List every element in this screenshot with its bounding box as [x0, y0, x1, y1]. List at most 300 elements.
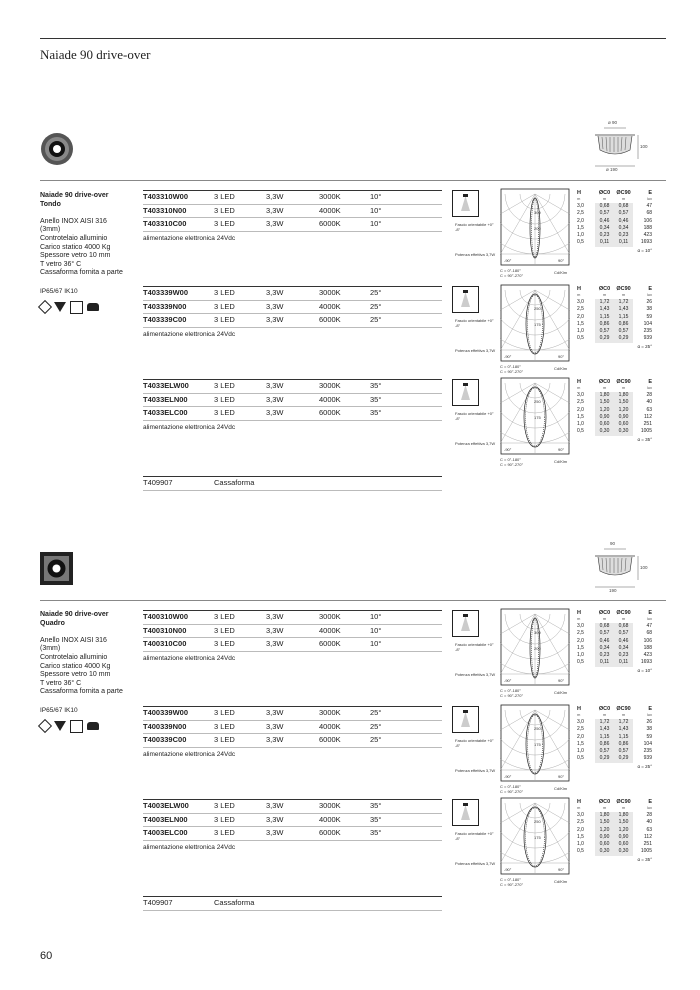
beam-icon: [452, 190, 479, 217]
accessory-row: [143, 476, 442, 490]
photometry-cell: 112: [644, 833, 652, 840]
photometry-cell: 1,20: [614, 827, 633, 834]
product-row: [143, 799, 442, 813]
row-rule: [143, 747, 442, 748]
beam-angle-note: α = 10°: [637, 667, 652, 673]
photometry-cell: 0,57: [614, 328, 633, 335]
photometry-cell: 1,5: [577, 413, 584, 420]
photometry-cell: 0,30: [595, 428, 614, 435]
spec-line: (3mm): [40, 645, 61, 653]
angle-label: -90°: [504, 447, 512, 452]
photometry-cell: 939: [643, 755, 652, 762]
effective-power-label: Potenza effettiva 3,7W: [455, 252, 496, 257]
photometry-col-head: ØC0: [598, 706, 611, 712]
photometry-col-unit: m: [602, 385, 607, 390]
photometry-table: [577, 799, 652, 862]
beam-adjust-label: Fascio orientabile +0° -8°: [455, 831, 494, 841]
photometry-cell: 38: [646, 726, 652, 733]
photometry-cell: 0,60: [614, 841, 633, 848]
diamond-cert-icon: [38, 300, 52, 314]
color-temperature: 4000K: [319, 625, 341, 635]
photometry-col-head: E: [648, 286, 652, 292]
photometry-row: [577, 414, 652, 421]
beam-icon: [452, 799, 479, 826]
photometry-cell: 1,72: [595, 299, 614, 306]
photometry-cell: 0,57: [595, 328, 614, 335]
photometry-cell: 1,80: [614, 812, 633, 819]
product-code: T400339W00: [143, 708, 189, 717]
scale-label: 175: [534, 322, 541, 327]
photometry-cell: 47: [646, 203, 652, 209]
photometry-col-head: ØC90: [616, 799, 631, 805]
legend-solid: C = 0°-180°: [500, 877, 521, 882]
photometry-col-unit: lux: [646, 712, 652, 717]
unit-label: Cd/Klm: [554, 459, 568, 464]
power: 3,3W: [266, 394, 284, 404]
photometry-cell: 1,0: [577, 841, 584, 848]
photometry-col-unit: lux: [646, 385, 652, 390]
product-row: [143, 610, 442, 624]
power: 3,3W: [266, 721, 284, 731]
photometry-col-unit: m: [621, 292, 626, 297]
photometry-col-unit: lux: [646, 616, 652, 621]
row-top-rule: [143, 610, 442, 611]
square-fixture-image: [40, 552, 73, 585]
product-row: [143, 733, 442, 747]
scale-label: 250: [534, 819, 541, 824]
photometry-cell: 1,80: [595, 392, 614, 399]
photometry-col-unit: m: [577, 196, 581, 201]
photometry-cell: 0,34: [595, 645, 614, 652]
car-icon: [87, 722, 99, 730]
photometry-cell: 1,15: [614, 314, 633, 321]
photometry-row: [577, 638, 652, 645]
photometry-cell: 1,5: [577, 740, 584, 747]
photometry-cell: 1,50: [614, 819, 633, 826]
photometry-cell: 423: [643, 652, 652, 659]
photometry-cell: 0,68: [614, 203, 633, 210]
row-rule: [143, 420, 442, 421]
color-temperature: 6000K: [319, 735, 341, 744]
product-name: Naiade 90 drive-over Tondo: [40, 192, 109, 208]
photometry-row: [577, 819, 652, 826]
photometry-cell: 38: [646, 306, 652, 313]
photometry-row: [577, 726, 652, 733]
photometry-cell: 0,5: [577, 659, 584, 666]
accessory-bottom-rule: [143, 910, 442, 911]
photometry-cell: 3,0: [577, 203, 584, 209]
led-count: 3 LED: [214, 301, 235, 311]
dim-top: 90: [610, 541, 616, 546]
photometry-col-unit: m: [577, 292, 581, 297]
photometry-cell: 40: [646, 399, 652, 406]
power-supply-note: alimentazione elettronica 24Vdc: [143, 235, 236, 242]
photometry-cell: 1,50: [595, 399, 614, 406]
accessory-code: T409907: [143, 478, 173, 487]
color-temperature: 6000K: [319, 315, 341, 324]
photometry-row: [577, 659, 652, 666]
beam-angle: 35°: [370, 814, 382, 824]
beam-angle: 35°: [370, 828, 382, 837]
product-row: [143, 720, 442, 734]
beam-icon: [452, 706, 479, 733]
photometry-cell: 28: [646, 392, 652, 398]
photometry-row: [577, 210, 652, 217]
photometry-col-unit: m: [602, 616, 607, 621]
led-count: 3 LED: [214, 219, 235, 228]
beam-adjust-label: Fascio orientabile +0° -8°: [455, 222, 494, 232]
led-count: 3 LED: [214, 192, 235, 201]
color-temperature: 6000K: [319, 828, 341, 837]
product-description: [40, 192, 140, 314]
photometry-cell: 251: [643, 421, 652, 428]
color-temperature: 6000K: [319, 408, 341, 417]
product-row: [143, 637, 442, 651]
photometry-cell: 28: [646, 812, 652, 818]
photometry-cell: 1,0: [577, 748, 584, 755]
diagram-legend: [500, 688, 523, 698]
product-code: T403310C00: [143, 219, 187, 228]
legend-solid: C = 0°-180°: [500, 688, 521, 693]
photometry-cell: 1,0: [577, 328, 584, 335]
product-row: [143, 286, 442, 300]
scale-label: 250: [534, 306, 541, 311]
photometry-col-head: ØC90: [616, 706, 631, 712]
beam-angle: 25°: [370, 735, 382, 744]
beam-adjust-label: Fascio orientabile +0° -8°: [455, 738, 494, 748]
photometry-row: [577, 741, 652, 748]
scale-label: 250: [534, 399, 541, 404]
power: 3,3W: [266, 639, 284, 648]
photometry-cell: 0,11: [595, 659, 614, 666]
color-temperature: 4000K: [319, 301, 341, 311]
beam-adjust-label: Fascio orientabile +0° -8°: [455, 642, 494, 652]
photometry-cell: 188: [643, 644, 652, 651]
photometry-cell: 63: [646, 406, 652, 413]
top-rule: [40, 38, 666, 39]
photometry-cell: 0,23: [595, 652, 614, 659]
beam-adjust-label: Fascio orientabile +0° -8°: [455, 318, 494, 328]
photometry-row: [577, 734, 652, 741]
photometry-cell: 3,0: [577, 812, 584, 818]
certification-symbols: [40, 720, 140, 733]
led-count: 3 LED: [214, 801, 235, 810]
photometry-cell: 2,5: [577, 399, 584, 406]
led-count: 3 LED: [214, 288, 235, 297]
photometry-cell: 0,11: [614, 239, 633, 246]
photometry-cell: 0,60: [595, 841, 614, 848]
photometry-row: [577, 407, 652, 414]
row-rule: [143, 327, 442, 328]
photometry-cell: 1,43: [614, 726, 633, 733]
beam-angle: 25°: [370, 288, 382, 297]
effective-power-label: Potenza effettiva 3,7W: [455, 348, 496, 353]
photometry-col-head: E: [648, 706, 652, 712]
photometry-cell: 0,29: [614, 755, 633, 762]
unit-label: Cd/Klm: [554, 690, 568, 695]
photometry-col-unit: lux: [646, 292, 652, 297]
photometric-diagram: [452, 610, 574, 698]
power-supply-note: alimentazione elettronica 24Vdc: [143, 655, 236, 662]
photometry-col-unit: m: [621, 385, 626, 390]
product-description: [40, 611, 140, 733]
photometric-diagram: [452, 706, 574, 794]
spec-line: Cassaforma fornita a parte: [40, 688, 123, 696]
car-icon: [87, 303, 99, 311]
round-fixture-image: [40, 132, 74, 166]
photometry-cell: 1005: [640, 428, 652, 435]
row-rule: [143, 840, 442, 841]
legend-solid: C = 0°-180°: [500, 784, 521, 789]
photometry-cell: 2,0: [577, 313, 584, 320]
photometry-row: [577, 321, 652, 328]
photometry-cell: 0,46: [614, 638, 633, 645]
beam-angle: 35°: [370, 394, 382, 404]
spec-line: (3mm): [40, 226, 61, 234]
power: 3,3W: [266, 708, 284, 717]
photometry-cell: 40: [646, 819, 652, 826]
photometry-cell: 3,0: [577, 392, 584, 398]
photometry-cell: 1,5: [577, 644, 584, 651]
photometry-cell: 0,29: [614, 335, 633, 342]
photometry-cell: 423: [643, 232, 652, 239]
legend-dotted: C = 90°-270°: [500, 273, 524, 278]
photometry-units: [577, 712, 652, 717]
product-row: [143, 313, 442, 327]
beam-angle-note: α = 35°: [637, 856, 652, 862]
photometry-cell: 0,34: [614, 225, 633, 232]
photometry-row: [577, 399, 652, 406]
product-row: [143, 706, 442, 720]
product-code: T4003ELN00: [143, 814, 188, 824]
beam-angle: 25°: [370, 708, 382, 717]
photometry-units: [577, 196, 652, 201]
row-rule: [143, 231, 442, 232]
photometry-cell: 2,5: [577, 210, 584, 217]
photometry-row: [577, 203, 652, 210]
product-name: Naiade 90 drive-over Quadro: [40, 611, 109, 627]
unit-label: Cd/Klm: [554, 879, 568, 884]
photometry-cell: 1005: [640, 848, 652, 855]
color-temperature: 3000K: [319, 192, 341, 201]
photometric-diagram: [452, 799, 574, 887]
photometry-row: [577, 719, 652, 726]
photometry-col-head: ØC90: [616, 379, 631, 385]
beam-icon: [452, 610, 479, 637]
beam-angle: 10°: [370, 219, 382, 228]
photometry-units: [577, 805, 652, 810]
photometry-cell: 1,50: [614, 399, 633, 406]
photometry-units: [577, 385, 652, 390]
legend-solid: C = 0°-180°: [500, 364, 521, 369]
row-top-rule: [143, 190, 442, 191]
spec-line: Spessore vetro 10 mm: [40, 671, 111, 679]
led-count: 3 LED: [214, 721, 235, 731]
photometry-row: [577, 428, 652, 435]
unit-label: Cd/Klm: [554, 366, 568, 371]
photometry-cell: 0,23: [614, 232, 633, 239]
dim-top: ø 90: [608, 120, 618, 125]
photometry-row: [577, 812, 652, 819]
power-supply-note: alimentazione elettronica 24Vdc: [143, 424, 236, 431]
photometry-col-head: H: [577, 706, 581, 712]
beam-angle: 35°: [370, 381, 382, 390]
photometric-diagram: [452, 286, 574, 374]
photometry-cell: 1,0: [577, 652, 584, 659]
product-code: T400339C00: [143, 735, 187, 744]
photometry-cell: 1,15: [595, 734, 614, 741]
photometry-col-head: ØC90: [616, 190, 631, 196]
triangle-cert-icon: [54, 721, 66, 731]
photometry-cell: 1,80: [595, 812, 614, 819]
spec-line: Anello INOX AISI 316: [40, 636, 107, 644]
photometry-col-head: E: [648, 610, 652, 616]
diagram-legend: [500, 268, 523, 278]
photometry-col-unit: m: [621, 616, 626, 621]
photometry-row: [577, 827, 652, 834]
power: 3,3W: [266, 801, 284, 810]
photometry-row: [577, 623, 652, 630]
beam-icon: [452, 379, 479, 406]
led-count: 3 LED: [214, 708, 235, 717]
photometry-cell: 68: [646, 630, 652, 637]
photometry-col-unit: m: [577, 616, 581, 621]
photometry-cell: 63: [646, 826, 652, 833]
photometry-col-unit: m: [621, 196, 626, 201]
beam-angle: 10°: [370, 625, 382, 635]
color-temperature: 4000K: [319, 814, 341, 824]
angle-label: 90°: [558, 354, 565, 359]
photometry-col-unit: m: [577, 712, 581, 717]
row-top-rule: [143, 286, 442, 287]
photometry-cell: 2,5: [577, 819, 584, 826]
product-code: T4033ELN00: [143, 394, 188, 404]
product-code: T400310C00: [143, 639, 187, 648]
angle-label: 90°: [558, 447, 565, 452]
photometry-cell: 1,5: [577, 224, 584, 231]
product-code: T403339C00: [143, 315, 187, 324]
product-row: [143, 190, 442, 204]
photometry-cell: 0,46: [595, 638, 614, 645]
photometry-cell: 2,5: [577, 630, 584, 637]
photometry-col-head: E: [648, 190, 652, 196]
power: 3,3W: [266, 625, 284, 635]
photometry-col-unit: m: [621, 805, 626, 810]
photometry-cell: 1,72: [614, 719, 633, 726]
product-row: [143, 624, 442, 638]
led-count: 3 LED: [214, 735, 235, 744]
power-supply-note: alimentazione elettronica 24Vdc: [143, 751, 236, 758]
photometry-row: [577, 314, 652, 321]
photometry-col-head: ØC0: [598, 379, 611, 385]
photometry-row: [577, 841, 652, 848]
photometry-row: [577, 225, 652, 232]
photometry-col-unit: lux: [646, 805, 652, 810]
color-temperature: 4000K: [319, 205, 341, 215]
photometry-cell: 0,86: [595, 741, 614, 748]
power-supply-note: alimentazione elettronica 24Vdc: [143, 844, 236, 851]
photometry-cell: 0,57: [595, 210, 614, 217]
beam-angle: 10°: [370, 612, 382, 621]
photometry-cell: 0,60: [614, 421, 633, 428]
photometry-table: [577, 286, 652, 349]
beam-angle: 25°: [370, 721, 382, 731]
beam-angle: 35°: [370, 408, 382, 417]
dim-side: 100: [640, 565, 648, 570]
photometry-cell: 235: [643, 328, 652, 335]
legend-dotted: C = 90°-270°: [500, 693, 524, 698]
photometry-table: [577, 190, 652, 253]
photometry-row: [577, 848, 652, 855]
dim-bottom: ø 190: [606, 167, 618, 172]
certification-symbols: [40, 301, 140, 314]
power: 3,3W: [266, 828, 284, 837]
scale-label: 175: [534, 742, 541, 747]
page-title: Naiade 90 drive-over: [40, 47, 151, 62]
angle-label: 90°: [558, 774, 565, 779]
photometry-col-head: ØC0: [598, 286, 611, 292]
diagram-legend: [500, 784, 523, 794]
photometry-row: [577, 306, 652, 313]
photometry-cell: 0,57: [595, 748, 614, 755]
photometry-cell: 26: [646, 719, 652, 725]
led-count: 3 LED: [214, 408, 235, 417]
photometry-units: [577, 616, 652, 621]
photometry-col-head: ØC90: [616, 610, 631, 616]
spec-line: Spessore vetro 10 mm: [40, 252, 111, 260]
power: 3,3W: [266, 735, 284, 744]
photometry-col-unit: m: [602, 292, 607, 297]
photometry-table: [577, 610, 652, 673]
photometry-units: [577, 292, 652, 297]
led-count: 3 LED: [214, 612, 235, 621]
photometry-row: [577, 335, 652, 342]
unit-label: Cd/Klm: [554, 270, 568, 275]
photometry-col-unit: m: [621, 712, 626, 717]
color-temperature: 3000K: [319, 288, 341, 297]
photometry-cell: 0,34: [614, 645, 633, 652]
legend-solid: C = 0°-180°: [500, 268, 521, 273]
photometry-cell: 47: [646, 623, 652, 629]
photometry-cell: 0,68: [595, 203, 614, 210]
product-code: T400310N00: [143, 625, 187, 635]
photometry-cell: 0,30: [614, 428, 633, 435]
photometry-cell: 0,46: [614, 218, 633, 225]
power: 3,3W: [266, 205, 284, 215]
photometry-cell: 188: [643, 224, 652, 231]
spec-line: T vetro 36° C: [40, 679, 82, 687]
photometry-col-unit: m: [577, 805, 581, 810]
triangle-cert-icon: [54, 302, 66, 312]
angle-label: -90°: [504, 678, 512, 683]
photometry-col-head: E: [648, 799, 652, 805]
photometry-cell: 104: [643, 740, 652, 747]
product-row: [143, 379, 442, 393]
led-count: 3 LED: [214, 394, 235, 404]
beam-angle: 10°: [370, 639, 382, 648]
photometry-cell: 0,29: [595, 335, 614, 342]
power-supply-note: alimentazione elettronica 24Vdc: [143, 331, 236, 338]
row-top-rule: [143, 379, 442, 380]
photometry-cell: 1693: [640, 239, 652, 246]
photometry-cell: 1,43: [595, 726, 614, 733]
beam-angle: 35°: [370, 801, 382, 810]
ip-rating: IP65/67 IK10: [40, 706, 78, 714]
section-rule: [40, 180, 666, 181]
photometry-cell: 235: [643, 748, 652, 755]
photometry-cell: 26: [646, 299, 652, 305]
led-count: 3 LED: [214, 814, 235, 824]
